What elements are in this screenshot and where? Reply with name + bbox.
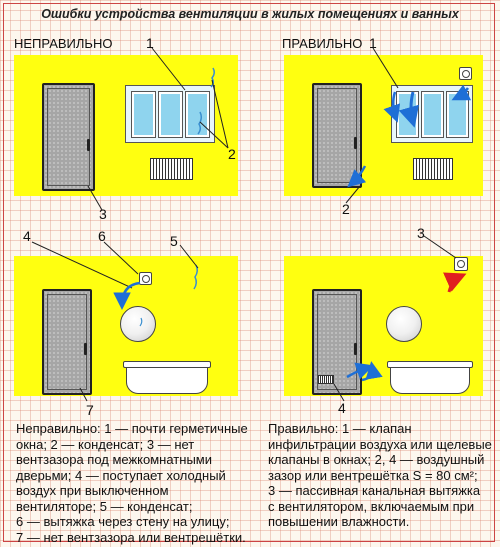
- caption-line: вентиляторе; 5 — конденсат;: [16, 498, 193, 514]
- leader-line: [200, 122, 228, 148]
- caption-line: зазор или вентрешётка S = 80 см²;: [268, 467, 478, 483]
- airflow-arrow: [122, 283, 140, 305]
- callout-number: 2: [228, 146, 236, 162]
- callout-number: 3: [417, 225, 425, 241]
- label-right: ПРАВИЛЬНО: [282, 36, 363, 51]
- callout-number: 4: [338, 400, 346, 416]
- callout-number: 5: [170, 233, 178, 249]
- caption-line: 3 — пассивная канальная вытяжка: [268, 483, 481, 498]
- exhaust-arrow: [449, 276, 461, 292]
- caption-line: повышении влажности.: [268, 514, 410, 529]
- airflow-arrow: [456, 88, 468, 98]
- airflow-arrow: [411, 92, 413, 122]
- leader-line: [212, 80, 228, 148]
- caption-line: 6 — вытяжка через стену на улицу;: [16, 514, 230, 529]
- leader-line: [180, 245, 198, 268]
- airflow-arrow: [347, 367, 369, 377]
- leader-line: [373, 48, 398, 88]
- airflow-arrow: [351, 166, 365, 184]
- leader-line: [424, 236, 456, 258]
- caption-line: 7 — нет вентзазора или вентрешётки.: [16, 529, 246, 545]
- callout-number: 4: [23, 228, 31, 244]
- condensation-mark: [140, 318, 142, 326]
- condensation-mark: [194, 265, 197, 289]
- caption-line: вентзазора под межкомнатными: [16, 452, 212, 467]
- caption-line: Правильно: 1 — клапан: [268, 421, 412, 436]
- leader-line: [32, 242, 132, 288]
- caption-line: дверьми; 4 — поступает холодный: [16, 467, 226, 483]
- callout-number: 6: [98, 228, 106, 244]
- leader-line: [152, 48, 185, 90]
- leader-line: [334, 384, 344, 401]
- airflow-arrow: [393, 92, 396, 118]
- caption-right: [268, 421, 494, 530]
- caption-line: Неправильно: 1 — почти герметичные: [16, 421, 248, 436]
- caption-line: окна; 2 — конденсат; 3 — нет: [16, 436, 195, 452]
- caption-line: инфильтрации воздуха или щелевые: [268, 436, 492, 452]
- callout-number: 7: [86, 402, 94, 418]
- callout-number: 3: [99, 206, 107, 222]
- caption-wrong: [16, 421, 254, 545]
- leader-line: [104, 242, 138, 274]
- page-title: Ошибки устройства вентиляции в жилых помещениях и ванных: [41, 7, 459, 21]
- caption-line: клапаны в окнах; 2, 4 — воздушный: [268, 452, 485, 467]
- caption-line: воздух при выключенном: [16, 483, 169, 498]
- callout-number: 2: [342, 201, 350, 217]
- caption-line: с вентилятором, включаемым при: [268, 498, 475, 514]
- callout-number: 1: [369, 35, 377, 51]
- label-wrong: НЕПРАВИЛЬНО: [14, 36, 113, 51]
- leader-line: [80, 388, 87, 401]
- callout-number: 1: [146, 35, 154, 51]
